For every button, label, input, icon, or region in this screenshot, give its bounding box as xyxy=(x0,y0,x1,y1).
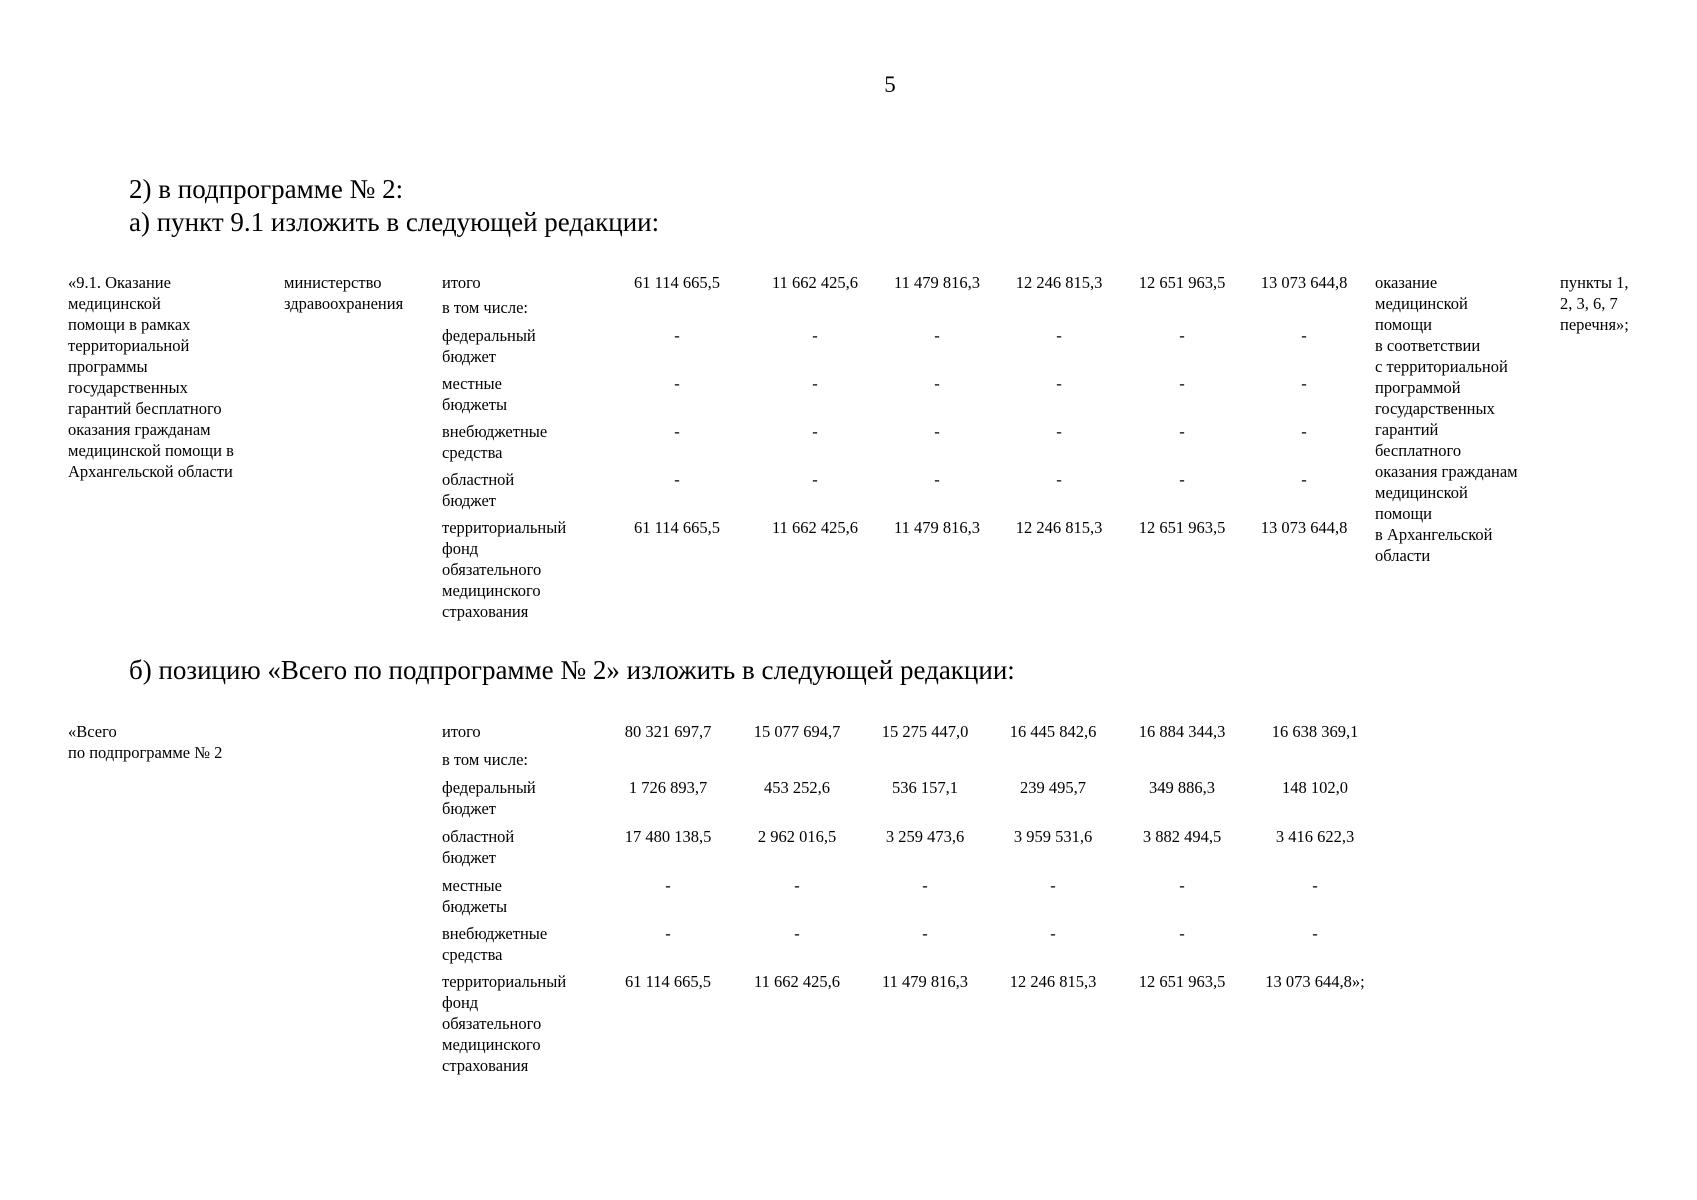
table1-value-cell: 11 662 425,6 xyxy=(771,273,858,292)
table2-value-cell: 13 073 644,8»; xyxy=(1265,972,1365,991)
table2-value-cell: - xyxy=(1312,924,1318,943)
item-9-1-heading: а) пункт 9.1 изложить в следующей редакции: xyxy=(129,207,660,237)
table1-expected-result: оказание медицинской помощи в соответствии с территориальной программой государственных гарантий бесплатного оказания гражданам медицинской помощи в Архангельской области xyxy=(1375,273,1518,565)
page-number: 5 xyxy=(884,72,896,97)
table1-reference-links: пункты 1, 2, 3, 6, 7 перечня»; xyxy=(1560,273,1629,334)
table1-value-cell: - xyxy=(934,422,940,441)
table2-value-cell: - xyxy=(1050,924,1056,943)
table1-value-cell: - xyxy=(1301,374,1307,393)
table2-value-cell: 148 102,0 xyxy=(1282,778,1348,797)
table1-value-cell: - xyxy=(674,470,680,489)
table1-value-cell: - xyxy=(812,422,818,441)
table2-value-cell: - xyxy=(1179,924,1185,943)
table2-row-label: территориальный фонд обязательного медицинского страхования xyxy=(442,972,567,1075)
table1-row-label: федеральный бюджет xyxy=(442,326,536,366)
total-position-heading: б) позицию «Всего по подпрограмме № 2» изложить в следующей редакции: xyxy=(129,655,1015,685)
table1-value-cell: - xyxy=(1056,470,1062,489)
table2-value-cell: 349 886,3 xyxy=(1149,778,1215,797)
table1-value-cell: - xyxy=(1301,470,1307,489)
table2-value-cell: 16 445 842,6 xyxy=(1009,722,1097,741)
table1-value-cell: - xyxy=(934,470,940,489)
table1-value-cell: - xyxy=(674,374,680,393)
table2-value-cell: 3 959 531,6 xyxy=(1013,827,1093,846)
table2-value-cell: 16 884 344,3 xyxy=(1138,722,1226,741)
table1-activity-name: «9.1. Оказание медицинской помощи в рамках территориальной программы государственных гарантий бесплатного оказания гражданам медицинской помощи в Архангельской области xyxy=(68,273,234,481)
table2-value-cell: 11 662 425,6 xyxy=(753,972,840,991)
table1-value-cell: - xyxy=(1056,422,1062,441)
table2-value-cell: 16 638 369,1 xyxy=(1271,722,1359,741)
table2-value-cell: - xyxy=(665,924,671,943)
table2-row-label: итого xyxy=(442,722,481,741)
table2-value-cell: 15 077 694,7 xyxy=(753,722,841,741)
table1-row-label: в том числе: xyxy=(442,298,529,317)
table1-value-cell: 61 114 665,5 xyxy=(633,518,720,537)
table1-row-label: областной бюджет xyxy=(442,470,515,510)
table1-value-cell: - xyxy=(1179,374,1185,393)
table1-row-label: внебюджетные средства xyxy=(442,422,548,462)
table2-value-cell: - xyxy=(1179,876,1185,895)
table1-value-cell: 12 651 963,5 xyxy=(1138,518,1226,537)
subprogram-heading: 2) в подпрограмме № 2: xyxy=(129,174,404,204)
table2-row-label: областной бюджет xyxy=(442,827,515,867)
table2-value-cell: 17 480 138,5 xyxy=(624,827,712,846)
table2-value-cell: 1 726 893,7 xyxy=(628,778,708,797)
table2-value-cell: - xyxy=(794,924,800,943)
table1-value-cell: 12 651 963,5 xyxy=(1138,273,1226,292)
table1-row-label: итого xyxy=(442,273,481,292)
table2-value-cell: 239 495,7 xyxy=(1020,778,1086,797)
table1-value-cell: - xyxy=(812,326,818,345)
table2-value-cell: 15 275 447,0 xyxy=(881,722,969,741)
table1-row-label: территориальный фонд обязательного медицинского страхования xyxy=(442,518,567,621)
table2-value-cell: - xyxy=(665,876,671,895)
table1-value-cell: - xyxy=(1301,422,1307,441)
table1-value-cell: - xyxy=(1179,326,1185,345)
table2-value-cell: - xyxy=(922,876,928,895)
table2-value-cell: 2 962 016,5 xyxy=(757,827,837,846)
table2-total-name: «Всего по подпрограмме № 2 xyxy=(68,722,223,762)
table1-value-cell: 11 662 425,6 xyxy=(771,518,858,537)
table2-value-cell: - xyxy=(1312,876,1318,895)
table1-value-cell: - xyxy=(812,470,818,489)
table2-value-cell: - xyxy=(1050,876,1056,895)
table2-value-cell: 61 114 665,5 xyxy=(624,972,711,991)
table2-value-cell: 12 246 815,3 xyxy=(1009,972,1097,991)
table1-value-cell: - xyxy=(1056,326,1062,345)
table1-value-cell: - xyxy=(1179,470,1185,489)
table2-value-cell: 12 651 963,5 xyxy=(1138,972,1226,991)
table1-row-label: местные бюджеты xyxy=(442,374,508,414)
table1-value-cell: - xyxy=(1056,374,1062,393)
table1-value-cell: - xyxy=(674,422,680,441)
table2-value-cell: 11 479 816,3 xyxy=(881,972,968,991)
table2-value-cell: 3 882 494,5 xyxy=(1142,827,1222,846)
table1-value-cell: 61 114 665,5 xyxy=(633,273,720,292)
table1-value-cell: 13 073 644,8 xyxy=(1260,518,1348,537)
table1-value-cell: 12 246 815,3 xyxy=(1015,273,1103,292)
table1-value-cell: 13 073 644,8 xyxy=(1260,273,1348,292)
table1-value-cell: 11 479 816,3 xyxy=(893,518,980,537)
table1-value-cell: - xyxy=(1301,326,1307,345)
table2-value-cell: - xyxy=(922,924,928,943)
table2-value-cell: 453 252,6 xyxy=(764,778,830,797)
table2-value-cell: 3 416 622,3 xyxy=(1275,827,1355,846)
table2-value-cell: - xyxy=(794,876,800,895)
table2-value-cell: 3 259 473,6 xyxy=(885,827,965,846)
table2-row-label: внебюджетные средства xyxy=(442,924,548,964)
table1-value-cell: - xyxy=(1179,422,1185,441)
table1-executor: министерство здравоохранения xyxy=(284,273,404,313)
table1-value-cell: - xyxy=(934,374,940,393)
table1-value-cell: - xyxy=(674,326,680,345)
table1-value-cell: - xyxy=(934,326,940,345)
table2-value-cell: 80 321 697,7 xyxy=(624,722,712,741)
table2-value-cell: 536 157,1 xyxy=(892,778,958,797)
table1-value-cell: 11 479 816,3 xyxy=(893,273,980,292)
table1-value-cell: - xyxy=(812,374,818,393)
table2-row-label: федеральный бюджет xyxy=(442,778,536,818)
table2-row-label: местные бюджеты xyxy=(442,876,508,916)
table1-value-cell: 12 246 815,3 xyxy=(1015,518,1103,537)
table2-row-label: в том числе: xyxy=(442,750,529,769)
